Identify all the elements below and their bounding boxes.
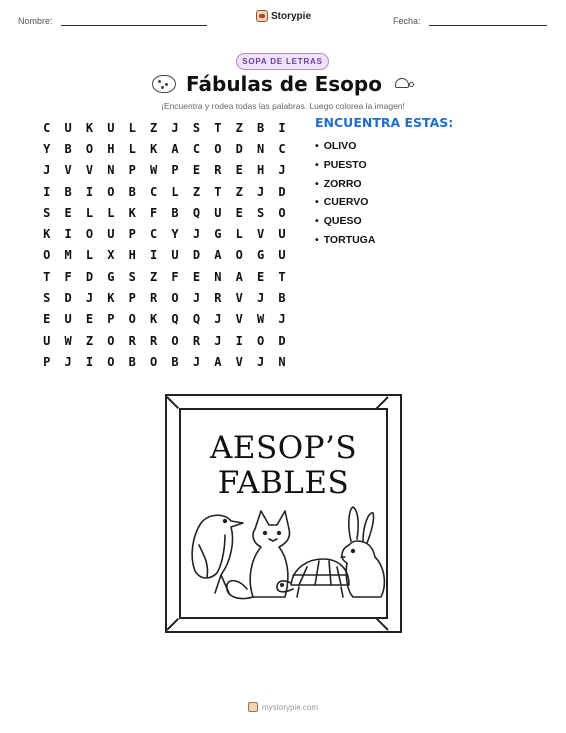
grid-letter[interactable]: C	[150, 184, 158, 199]
grid-letter[interactable]: J	[214, 312, 222, 327]
grid-row	[36, 138, 293, 159]
storypie-logo-icon	[256, 10, 268, 22]
grid-row	[36, 266, 293, 287]
grid-letter[interactable]: V	[256, 227, 265, 242]
grid-letter[interactable]: Z	[150, 269, 158, 284]
grid-letter[interactable]: P	[128, 291, 136, 306]
grid-letter[interactable]: P	[171, 163, 179, 178]
grid-letter[interactable]: J	[171, 120, 179, 135]
grid-letter[interactable]: V	[235, 312, 243, 327]
grid-letter[interactable]: S	[43, 291, 51, 306]
grid-letter[interactable]: I	[150, 248, 158, 263]
grid-letter[interactable]: J	[278, 163, 286, 178]
coloring-picture-frame[interactable]	[165, 394, 402, 633]
grid-letter[interactable]: E	[192, 163, 201, 178]
grid-letter[interactable]: J	[43, 163, 51, 178]
grid-letter[interactable]: R	[214, 291, 222, 306]
grid-letter[interactable]: O	[171, 333, 179, 348]
grid-letter[interactable]: C	[43, 120, 51, 135]
grid-letter[interactable]: V	[235, 354, 243, 369]
word-list	[315, 115, 453, 249]
grid-letter[interactable]: A	[214, 354, 222, 369]
grid-letter[interactable]: O	[107, 333, 115, 348]
grid-row	[36, 223, 293, 244]
grid-letter[interactable]: R	[192, 333, 201, 348]
grid-letter[interactable]: U	[171, 248, 179, 263]
picture-title-line2: FABLES	[217, 465, 350, 501]
picture-title-line1: AESOP’S	[209, 430, 358, 466]
grid-letter[interactable]: B	[256, 120, 265, 135]
grid-letter[interactable]: J	[192, 354, 201, 369]
grid-letter[interactable]: E	[235, 205, 243, 220]
grid-letter[interactable]: A	[235, 269, 243, 284]
grid-letter[interactable]: P	[128, 227, 136, 242]
grid-letter[interactable]: Q	[192, 205, 201, 220]
grid-letter[interactable]: H	[256, 163, 265, 178]
word-list-item: • OLIVO	[315, 137, 453, 156]
grid-letter[interactable]: J	[256, 291, 265, 306]
grid-letter[interactable]: B	[171, 205, 179, 220]
grid-letter[interactable]: K	[150, 141, 158, 156]
grid-letter[interactable]: T	[278, 269, 286, 284]
grid-letter[interactable]: C	[278, 141, 286, 156]
grid-letter[interactable]: V	[85, 163, 94, 178]
grid-letter[interactable]: B	[128, 354, 136, 369]
grid-letter[interactable]: C	[192, 141, 201, 156]
grid-letter[interactable]: L	[128, 141, 136, 156]
grid-letter[interactable]: S	[43, 205, 51, 220]
grid-letter[interactable]: N	[107, 163, 115, 178]
grid-letter[interactable]: I	[278, 120, 286, 135]
instructions: ¡Encuentra y rodea todas las palabras. Luego colorea la imagen!	[161, 101, 405, 111]
turtle-icon	[392, 76, 414, 92]
storypie-footer-icon	[248, 702, 258, 712]
date-line[interactable]	[429, 14, 547, 26]
grid-letter[interactable]: E	[192, 269, 201, 284]
grid-letter[interactable]: E	[85, 312, 94, 327]
grid-letter[interactable]: O	[150, 354, 158, 369]
grid-letter[interactable]: R	[214, 163, 222, 178]
grid-letter[interactable]: L	[128, 120, 136, 135]
page-title: Fábulas de Esopo	[186, 72, 382, 96]
grid-row	[36, 117, 293, 138]
brand-logo	[256, 10, 311, 22]
grid-letter[interactable]: U	[107, 120, 115, 135]
grid-letter[interactable]: E	[256, 269, 265, 284]
grid-letter[interactable]: X	[107, 248, 115, 263]
grid-letter[interactable]: O	[107, 354, 115, 369]
grid-letter[interactable]: U	[278, 248, 286, 263]
grid-letter[interactable]: Z	[85, 333, 94, 348]
grid-letter[interactable]: N	[278, 354, 286, 369]
grid-letter[interactable]: I	[235, 333, 243, 348]
grid-letter[interactable]: U	[64, 312, 72, 327]
grid-letter[interactable]: Y	[171, 227, 179, 242]
grid-letter[interactable]: F	[150, 205, 158, 220]
grid-letter[interactable]: J	[64, 354, 72, 369]
grid-letter[interactable]: U	[107, 227, 115, 242]
grid-row	[36, 160, 293, 181]
grid-letter[interactable]: L	[85, 205, 94, 220]
grid-letter[interactable]: F	[171, 269, 179, 284]
grid-letter[interactable]: L	[107, 205, 115, 220]
grid-letter[interactable]: O	[85, 227, 94, 242]
grid-letter[interactable]: U	[43, 333, 51, 348]
grid-letter[interactable]: M	[64, 248, 72, 263]
grid-letter[interactable]: D	[85, 269, 94, 284]
grid-letter[interactable]: E	[235, 163, 243, 178]
grid-letter[interactable]: O	[256, 333, 265, 348]
grid-letter[interactable]: O	[43, 248, 51, 263]
grid-letter[interactable]: Q	[171, 312, 179, 327]
grid-row	[36, 245, 293, 266]
grid-letter[interactable]: C	[150, 227, 158, 242]
grid-row	[36, 202, 293, 223]
grid-letter[interactable]: D	[278, 333, 286, 348]
grid-letter[interactable]: K	[43, 227, 51, 242]
grid-row	[36, 309, 293, 330]
grid-letter[interactable]: Y	[43, 141, 51, 156]
date-field[interactable]	[393, 14, 547, 26]
grid-letter[interactable]: S	[256, 205, 265, 220]
grid-letter[interactable]: K	[85, 120, 94, 135]
grid-letter[interactable]: D	[192, 248, 201, 263]
word-list-item: • PUESTO	[315, 156, 453, 175]
grid-letter[interactable]: K	[107, 291, 115, 306]
word-list-item: • TORTUGA	[315, 230, 453, 249]
aesop-animals-illustration	[181, 505, 390, 610]
word-list-item: • QUESO	[315, 212, 453, 231]
word-list-heading: ENCUENTRA ESTAS:	[315, 115, 454, 130]
grid-letter[interactable]: E	[43, 312, 51, 327]
grid-row	[36, 287, 293, 308]
word-search-grid[interactable]	[36, 117, 293, 373]
grid-letter[interactable]: I	[85, 184, 94, 199]
footer	[0, 702, 566, 712]
grid-letter[interactable]: G	[256, 248, 265, 263]
grid-letter[interactable]: B	[278, 291, 286, 306]
grid-letter[interactable]: L	[85, 248, 94, 263]
grid-letter[interactable]: P	[128, 163, 136, 178]
grid-letter[interactable]: K	[150, 312, 158, 327]
grid-letter[interactable]: N	[214, 269, 222, 284]
title-row	[0, 72, 566, 96]
grid-letter[interactable]: K	[128, 205, 136, 220]
name-field[interactable]	[18, 14, 207, 26]
grid-letter[interactable]: R	[150, 291, 158, 306]
grid-letter[interactable]: A	[171, 141, 179, 156]
footer-url[interactable]: mystorypie.com	[261, 702, 318, 712]
grid-letter[interactable]: B	[64, 184, 72, 199]
grid-letter[interactable]: Z	[192, 184, 201, 199]
grid-letter[interactable]: V	[235, 291, 243, 306]
grid-letter[interactable]: J	[256, 184, 265, 199]
grid-letter[interactable]: T	[214, 184, 222, 199]
grid-letter[interactable]: O	[128, 312, 136, 327]
grid-row	[36, 330, 293, 351]
grid-letter[interactable]: O	[171, 291, 179, 306]
grid-letter[interactable]: U	[214, 205, 222, 220]
word-list-item: • CUERVO	[315, 193, 453, 212]
grid-letter[interactable]: J	[85, 291, 94, 306]
grid-letter[interactable]: I	[64, 227, 72, 242]
grid-letter[interactable]: J	[192, 291, 201, 306]
grid-letter[interactable]: O	[107, 184, 115, 199]
grid-letter[interactable]: H	[128, 248, 136, 263]
grid-letter[interactable]: O	[278, 205, 286, 220]
grid-letter[interactable]: W	[150, 163, 158, 178]
grid-letter[interactable]: T	[43, 269, 51, 284]
grid-letter[interactable]: S	[192, 120, 201, 135]
date-label: Fecha:	[393, 16, 421, 26]
grid-letter[interactable]: B	[171, 354, 179, 369]
grid-letter[interactable]: D	[235, 141, 243, 156]
grid-letter[interactable]: J	[278, 312, 286, 327]
grid-letter[interactable]: B	[128, 184, 136, 199]
grid-letter[interactable]: I	[85, 354, 94, 369]
grid-letter[interactable]: U	[278, 227, 286, 242]
grid-letter[interactable]: S	[128, 269, 136, 284]
grid-letter[interactable]: Z	[235, 120, 243, 135]
grid-letter[interactable]: U	[64, 120, 72, 135]
brand-name: Storypie	[271, 10, 312, 22]
coloring-picture[interactable]	[179, 408, 388, 619]
name-line[interactable]	[61, 14, 207, 26]
activity-badge: SOPA DE LETRAS	[236, 53, 329, 70]
grid-letter[interactable]: R	[128, 333, 136, 348]
grid-letter[interactable]: T	[214, 120, 222, 135]
grid-letter[interactable]: J	[192, 227, 201, 242]
grid-letter[interactable]: B	[64, 141, 72, 156]
grid-letter[interactable]: O	[85, 141, 94, 156]
grid-letter[interactable]: Q	[192, 312, 201, 327]
grid-letter[interactable]: V	[64, 163, 72, 178]
grid-letter[interactable]: F	[64, 269, 72, 284]
grid-letter[interactable]: A	[214, 248, 222, 263]
grid-row	[36, 181, 293, 202]
grid-letter[interactable]: L	[171, 184, 179, 199]
word-list-item: • ZORRO	[315, 174, 453, 193]
grid-letter[interactable]: L	[235, 227, 243, 242]
grid-letter[interactable]: P	[107, 312, 115, 327]
grid-letter[interactable]: W	[64, 333, 72, 348]
grid-letter[interactable]: P	[43, 354, 51, 369]
cheese-icon	[152, 75, 176, 93]
grid-letter[interactable]: N	[256, 141, 265, 156]
grid-letter[interactable]: Z	[150, 120, 158, 135]
grid-letter[interactable]: R	[150, 333, 158, 348]
grid-row	[36, 351, 293, 372]
grid-letter[interactable]: H	[107, 141, 115, 156]
grid-letter[interactable]: D	[278, 184, 286, 199]
grid-letter[interactable]: D	[64, 291, 72, 306]
grid-letter[interactable]: J	[214, 333, 222, 348]
grid-letter[interactable]: O	[235, 248, 243, 263]
grid-letter[interactable]: G	[107, 269, 115, 284]
grid-letter[interactable]: I	[43, 184, 51, 199]
grid-letter[interactable]: G	[214, 227, 222, 242]
grid-letter[interactable]: W	[256, 312, 265, 327]
grid-letter[interactable]: E	[64, 205, 72, 220]
grid-letter[interactable]: Z	[235, 184, 243, 199]
grid-letter[interactable]: O	[214, 141, 222, 156]
name-label: Nombre:	[18, 16, 53, 26]
grid-letter[interactable]: J	[256, 354, 265, 369]
